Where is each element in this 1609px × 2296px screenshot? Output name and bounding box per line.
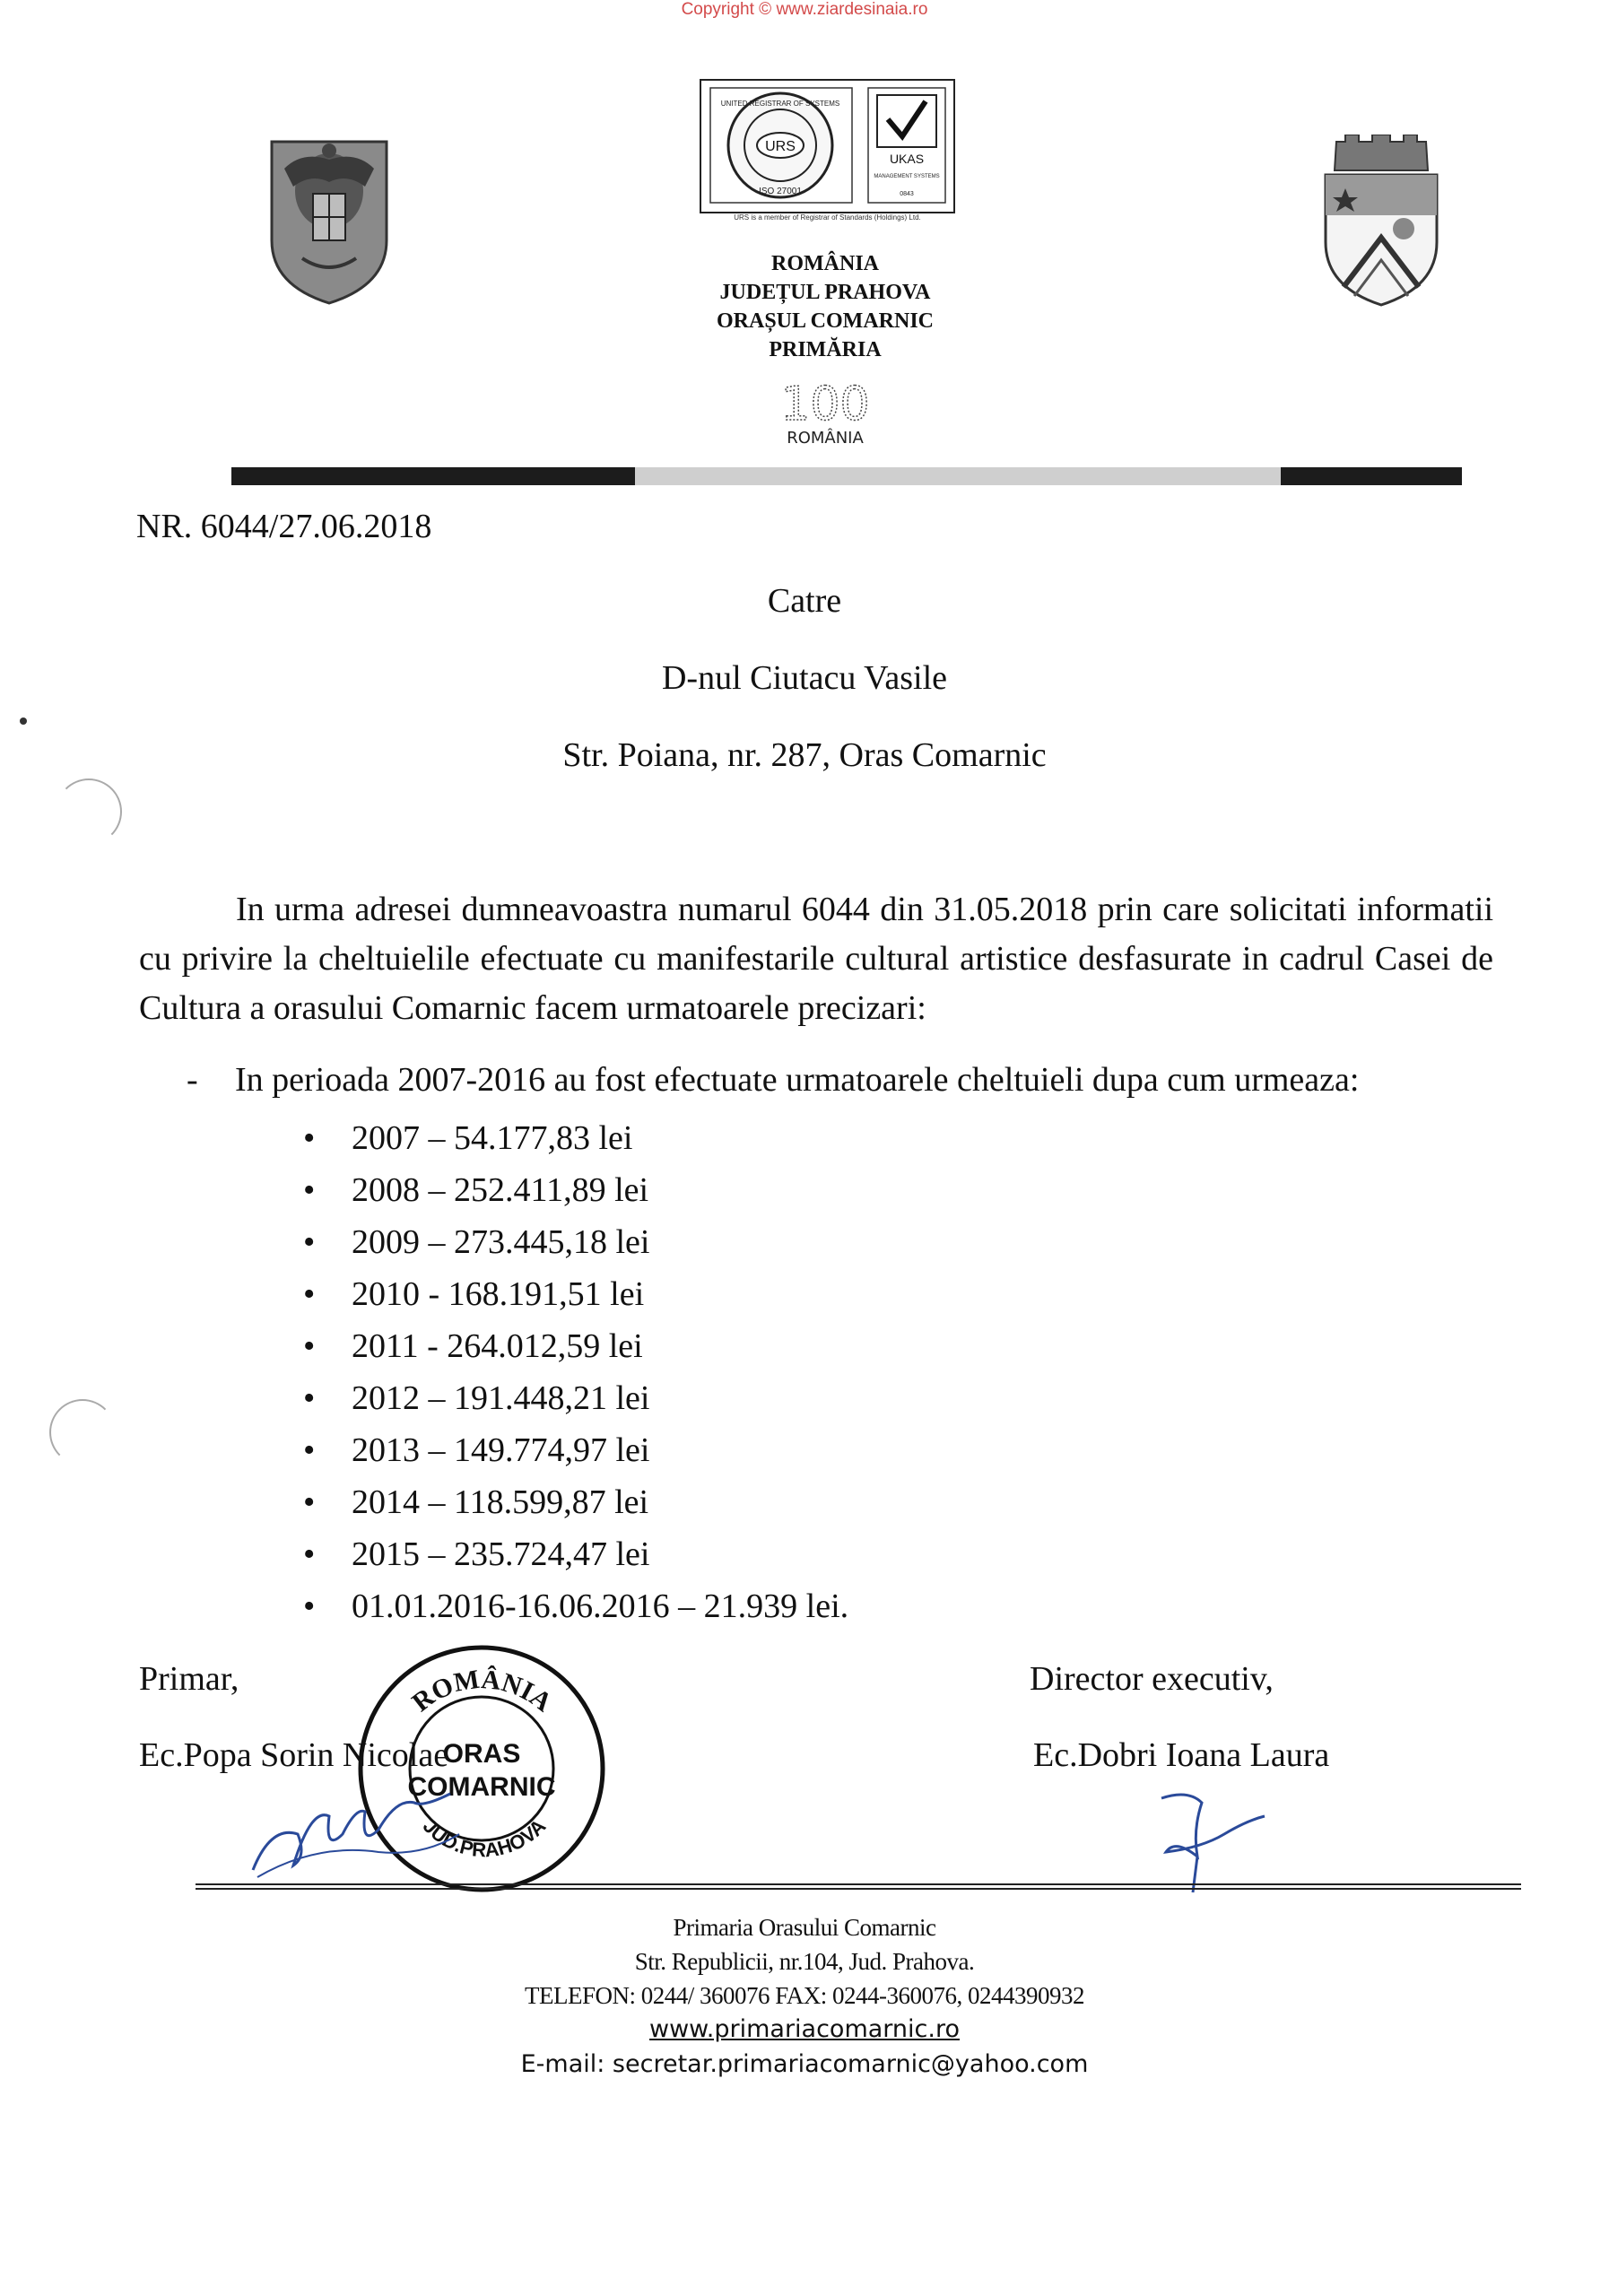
expense-item: • 2011 - 264.012,59 lei [296, 1320, 848, 1372]
footer-contact [0, 1910, 1609, 2083]
footer-website-link[interactable]: www.primariacomarnic.ro [649, 2015, 960, 2043]
romania-coat-of-arms-emblem [266, 124, 392, 308]
footer-email: E-mail: secretar.primariacomarnic@yahoo.com [520, 2050, 1089, 2078]
expense-item: • 01.01.2016-16.06.2016 – 21.939 lei. [296, 1580, 848, 1632]
expense-item: • 2012 – 191.448,21 lei [296, 1372, 848, 1424]
mayor-name: Ec.Popa Sorin Nicolae [139, 1736, 449, 1774]
expense-item: • 2014 – 118.599,87 lei [296, 1476, 848, 1528]
footer-phone: TELEFON: 0244/ 360076 FAX: 0244-360076, 0244390932 [525, 1982, 1084, 2009]
header-town: ORAȘUL COMARNIC [716, 309, 934, 333]
svg-text:ISO 27001: ISO 27001 [759, 187, 802, 196]
expenses-intro: In perioada 2007-2016 au fost efectuate urmatoarele cheltuieli dupa cum urmeaza: [235, 1061, 1360, 1099]
certification-caption: URS is a member of Registrar of Standards (Holdings) Ltd. [734, 213, 921, 222]
scan-punch-mark [56, 778, 122, 845]
certification-logos [700, 79, 955, 213]
header-country: ROMÂNIA [771, 252, 879, 275]
footer-divider [196, 1883, 1521, 1891]
expense-item: • 2013 – 149.774,97 lei [296, 1424, 848, 1476]
expense-item: • 2009 – 273.445,18 lei [296, 1216, 848, 1268]
expense-item: • 2010 - 168.191,51 lei [296, 1268, 848, 1320]
svg-text:URS: URS [765, 139, 796, 154]
footer-institution: Primaria Orasului Comarnic [673, 1914, 936, 1941]
expense-item: • 2008 – 252.411,89 lei [296, 1164, 848, 1216]
mayor-title: Primar, [139, 1660, 239, 1698]
svg-text:ROMÂNIA: ROMÂNIA [406, 1664, 558, 1718]
svg-text:UKAS: UKAS [889, 152, 925, 166]
svg-text:JUD.PRAHOVA: JUD.PRAHOVA [418, 1814, 551, 1862]
svg-text:COMARNIC: COMARNIC [407, 1772, 556, 1802]
svg-text:ORAS: ORAS [442, 1739, 521, 1769]
list-dash: - [187, 1061, 198, 1099]
body-paragraph: In urma adresei dumneavoastra numarul 6044 din 31.05.2018 prin care solicitati informatii cu privire la cheltuielile efectuate cu manifestarile cultural artistice desfasurate in cadrul Casei de Cultura a orasului Comarnic facem urmatoarele precizari: [139, 891, 1493, 1027]
recipient-name: D-nul Ciutacu Vasile [661, 659, 948, 697]
scan-dot [20, 718, 27, 725]
director-title: Director executiv, [1030, 1660, 1274, 1698]
scan-punch-mark [49, 1399, 116, 1465]
svg-text:0843: 0843 [900, 191, 914, 197]
document-number: NR. 6044/27.06.2018 [136, 508, 432, 545]
institution-header [628, 249, 1022, 364]
footer-address: Str. Republicii, nr.104, Jud. Prahova. [634, 1948, 975, 1975]
mayor-signature [244, 1771, 477, 1888]
svg-text:UNITED REGISTRAR OF SYSTEMS: UNITED REGISTRAR OF SYSTEMS [720, 100, 840, 108]
svg-text:MANAGEMENT SYSTEMS: MANAGEMENT SYSTEMS [874, 174, 940, 179]
recipient-address: Str. Poiana, nr. 287, Oras Comarnic [562, 736, 1047, 774]
svg-text:100: 100 [780, 378, 870, 431]
copyright-watermark: Copyright © www.ziardesinaia.ro [681, 0, 928, 19]
svg-text:ROMÂNIA: ROMÂNIA [787, 429, 864, 448]
comarnic-coat-of-arms-emblem [1318, 135, 1444, 309]
header-county: JUDEȚUL PRAHOVA [719, 281, 931, 304]
director-name: Ec.Dobri Ioana Laura [1033, 1736, 1330, 1774]
centenary-logo [735, 368, 915, 453]
header-institution: PRIMĂRIA [769, 338, 882, 361]
expense-item: • 2007 – 54.177,83 lei [296, 1112, 848, 1164]
expense-list [296, 1112, 848, 1632]
recipient-label: Catre [767, 582, 842, 620]
expense-item: • 2015 – 235.724,47 lei [296, 1528, 848, 1580]
header-divider-bar [231, 467, 1462, 485]
